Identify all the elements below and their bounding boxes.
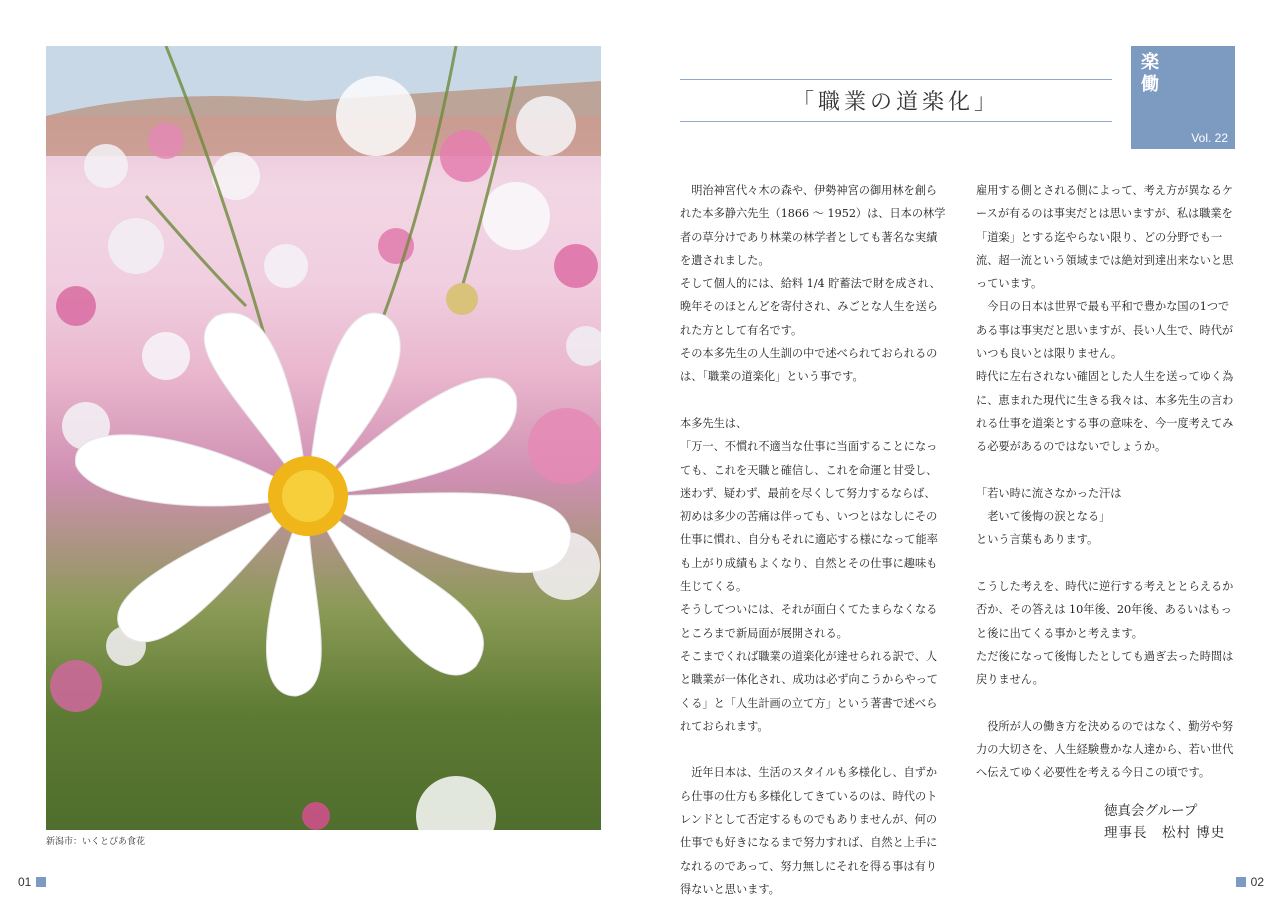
paragraph: 「万一、不慣れ不適当な仕事に当面することになっても、これを天職と確信し、これを命運と甘受し、迷わず、疑わず、最前を尽くして努力するならば、初めは多少の苦痛は伴っても、いつとはなしにその仕事に慣れ、自分もそれに適応する様になって能率も上がり成績もよくなり、自然とその仕事に趣味も生じてくる。 (680, 440, 938, 594)
series-tag (1131, 46, 1235, 149)
paragraph: そこまでくれば職業の道楽化が達せられる訳で、人と職業が一体化され、成功は必ず向こうからやってくる」と「人生計画の立て方」という著書で述べられておられます。 (680, 649, 938, 733)
signature-block (1104, 800, 1225, 844)
article-title: 「職業の道楽化」 (791, 90, 1000, 115)
paragraph: その本多先生の人生訓の中で述べられておられるのは、「職業の道楽化」という事です。 (680, 347, 938, 384)
paragraph: こうした考えを、時代に逆行する考えととらえるか否か、その答えは 10年後、20年後、あるいはもっと後に出てくる事かと考えます。 (976, 580, 1234, 640)
signature-role: 理事長 (1104, 825, 1148, 841)
body-column-2 (976, 179, 1236, 785)
paragraph: そして個人的には、給料 1/4 貯蓄法で財を成され、晩年そのほとんどを寄付され、みごとな人生を送られた方として有名です。 (680, 277, 941, 337)
paragraph: ただ後になって後悔したとしても過ぎ去った時間は戻りません。 (976, 649, 1234, 687)
paragraph-gap (680, 389, 946, 412)
paragraph: 明治神宮代々木の森や、伊勢神宮の御用林を創られた本多静六先生（1866 ～ 1952）は、日本の林学者の草分けであり林業の林学者としても著名な実績を遺されました。 (680, 184, 946, 267)
paragraph: という言葉もあります。 (976, 533, 1099, 547)
cosmos-flower-photo (46, 46, 601, 830)
signature-name-line (1104, 822, 1225, 844)
paragraph: 時代に左右されない確固とした人生を送ってゆく為に、恵まれた現代に生きる我々は、本多先生の言われる仕事を道楽とする事の意味を、今一度考えてみる必要があるのではないでしょうか。 (976, 370, 1234, 454)
page-number-right (1236, 875, 1264, 889)
quote-line: 「若い時に流さなかった汗は (976, 486, 1122, 500)
quote-line: 老いて後悔の涙となる」 (976, 510, 1111, 524)
paragraph: 今日の日本は世界で最も平和で豊かな国の1つである事は事実だと思いますが、長い人生で、時代がいつも良いとは限りません。 (976, 300, 1234, 361)
paragraph: 近年日本は、生活のスタイルも多様化し、自ずから仕事の仕方も多様化してきているのは、時代のトレンドとして否定するものでもありませんが、何の仕事でも好きになるまで努力すれば、自然と上手になれるのであって、努力無しにそれを得る事は有り得ないと思います。 (680, 766, 938, 896)
signature-organization: 徳真会グループ (1104, 803, 1198, 819)
page-marker-square (36, 877, 46, 887)
page-number-text: 01 (18, 875, 32, 889)
paragraph: そうしてついには、それが面白くてたまらなくなるところまで新局面が展開される。 (680, 603, 938, 640)
paragraph-gap (976, 459, 1236, 482)
paragraph-gap (976, 692, 1236, 715)
signature-name: 松村 博史 (1162, 825, 1226, 841)
paragraph: 雇用する側とされる側によって、考え方が異なるケースが有るのは事実だとは思いますが、私は職業を「道楽」とする迄やらない限り、どの分野でも一流、超一流という領域までは絶対到達出来ないと思っています。 (976, 184, 1234, 291)
series-volume: Vol. 22 (1191, 131, 1228, 145)
photo-illustration (46, 46, 601, 830)
body-column-1 (680, 179, 946, 901)
paragraph-gap (680, 738, 946, 761)
series-tag-kanji: 楽働 (1141, 52, 1159, 95)
paragraph: 役所が人の働き方を決めるのではなく、勤労や努力の大切さを、人生経験豊かな人達から、若い世代へ伝えてゆく必要性を考える今日この頃です。 (976, 719, 1234, 780)
page-number-text: 02 (1250, 875, 1264, 889)
photo-caption: 新潟市：いくとぴあ食花 (46, 836, 146, 846)
page-number-left (18, 875, 46, 889)
paragraph-gap (976, 552, 1236, 575)
page-marker-square (1236, 877, 1246, 887)
article-title-block (680, 79, 1112, 122)
paragraph: 本多先生は、 (680, 416, 748, 430)
